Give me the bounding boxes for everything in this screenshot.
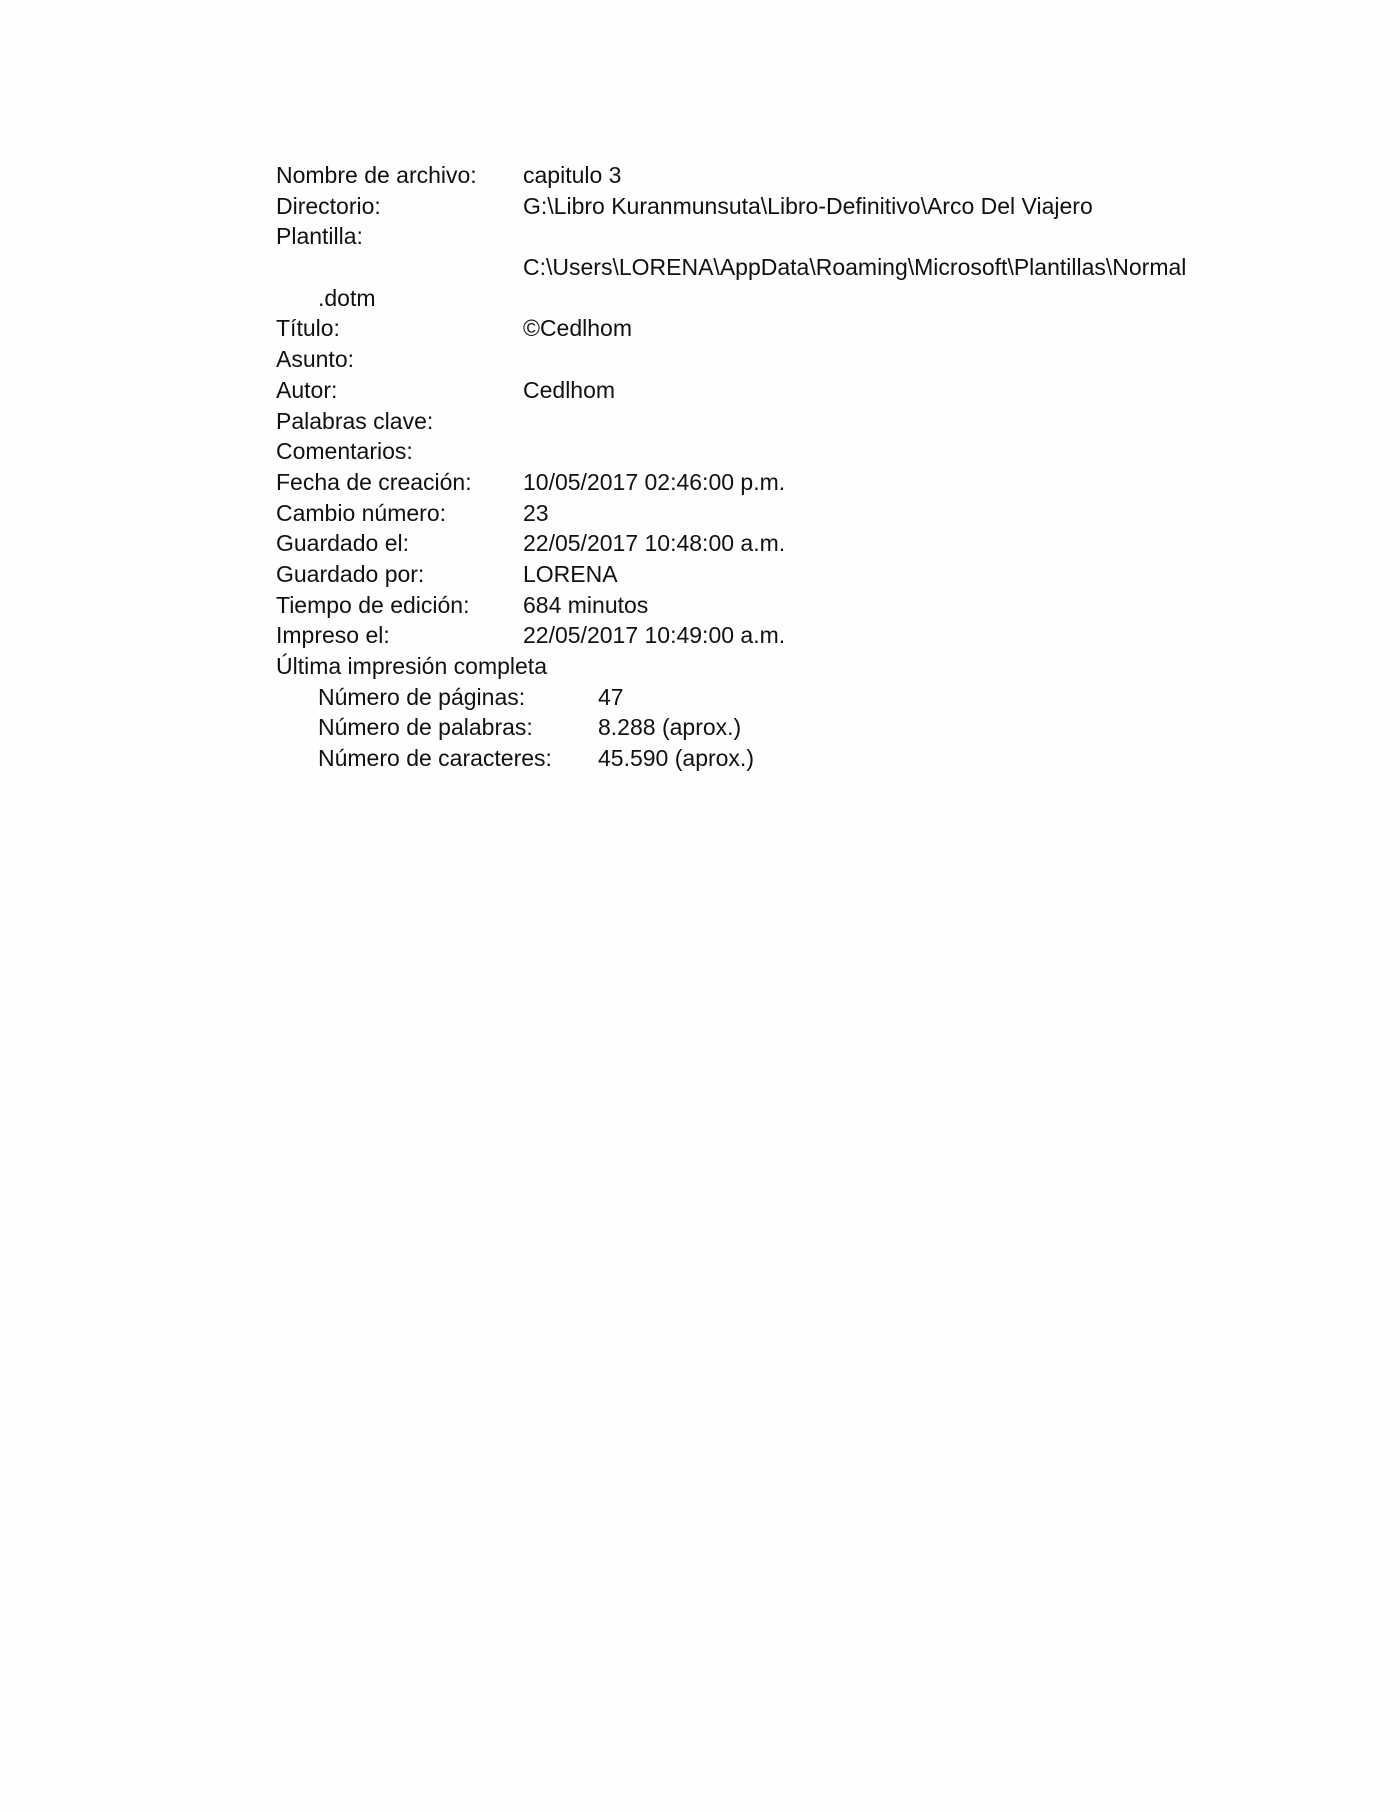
property-label: Comentarios: <box>276 438 413 465</box>
property-value: 10/05/2017 02:46:00 p.m. <box>523 468 786 495</box>
property-label: Impreso el: <box>276 622 390 649</box>
property-value: G:\Libro Kuranmunsuta\Libro-Definitivo\Arco Del Viajero <box>523 192 1093 219</box>
property-value: 22/05/2017 10:49:00 a.m. <box>523 622 786 649</box>
property-label: Directorio: <box>276 192 381 219</box>
property-value: 684 minutos <box>523 591 649 618</box>
property-value: 23 <box>523 499 549 526</box>
property-value: capitulo 3 <box>523 162 622 188</box>
stat-value: 45.590 (aprox.) <box>598 745 754 772</box>
property-label: Palabras clave: <box>276 407 434 434</box>
property-value-continuation: .dotm <box>318 284 376 311</box>
property-label: Guardado por: <box>276 560 425 587</box>
stat-label: Número de caracteres: <box>318 745 552 772</box>
stat-label: Número de palabras: <box>318 714 533 741</box>
stat-value: 8.288 (aprox.) <box>598 714 742 741</box>
property-value: 22/05/2017 10:48:00 a.m. <box>523 530 786 557</box>
property-value: ©Cedlhom <box>523 315 632 342</box>
last-print-heading: Última impresión completa <box>276 653 547 679</box>
property-value: C:\Users\LORENA\AppData\Roaming\Microsoft\Plantillas\Normal <box>523 254 1187 281</box>
property-label: Fecha de creación: <box>276 468 472 495</box>
property-label: Nombre de archivo: <box>276 162 477 188</box>
property-label: Tiempo de edición: <box>276 591 470 618</box>
property-label: Autor: <box>276 376 338 403</box>
stat-value: 47 <box>598 683 624 710</box>
property-label: Asunto: <box>276 346 354 373</box>
property-label: Guardado el: <box>276 530 409 557</box>
property-value: LORENA <box>523 560 618 587</box>
property-value: Cedlhom <box>523 376 616 403</box>
property-label: Título: <box>276 315 340 342</box>
stat-label: Número de páginas: <box>318 683 526 710</box>
property-label: Cambio número: <box>276 499 447 526</box>
property-label: Plantilla: <box>276 223 363 250</box>
